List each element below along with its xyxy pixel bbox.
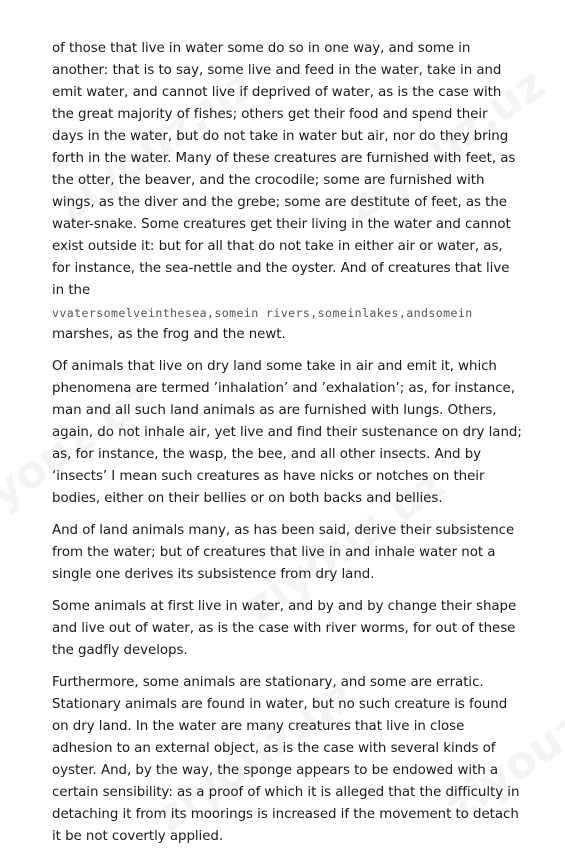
paragraph (52, 672, 522, 848)
paragraph-tail: marshes, as the frog and the newt. (52, 327, 286, 342)
paragraph-text: Of animals that live on dry land some take in air and emit it, which phenomena are termed ’inhalation’ and ’exhalation’; as, for instance, man and all such land animals as are furnished with lungs. Others, again, do not inhale air, yet live and find their sustenance on dry land; as, for instance, the wasp, the bee, and all other insects. And by ‘insects’ I mean such creatures as have nicks or notches on their bodies, either on their bellies or on both backs and bellies. (52, 359, 522, 506)
paragraph (52, 596, 522, 662)
ocr-garbled-line: vvatersomelveinthesea,somein rivers,someinlakes,andsomein (52, 306, 473, 320)
paragraph (52, 356, 522, 510)
paragraph (52, 38, 522, 346)
paragraph (52, 520, 522, 586)
paragraph-text: of those that live in water some do so in one way, and some in another: that is to say, some live and feed in the water, take in and emit water, and cannot live if deprived of water, as is the case with the great majority of fishes; others get their food and spend their days in the water, but do not take in water but air, nor do they bring forth in the water. Many of these creatures are furnished with feet, as the otter, the beaver, and the crocodile; some are furnished with wings, as the diver and the grebe; some are destitute of feet, as the water-snake. Some creatures get their living in the water and cannot exist outside it: but for all that do not take in either air or water, as, for instance, the sea-nettle and the oyster. And of creatures that live in the (52, 41, 516, 298)
document-body (52, 38, 522, 858)
paragraph-text: Furthermore, some animals are stationary, and some are erratic. Stationary animals are found in water, but no such creature is found on dry land. In the water are many creatures that live in close adhesion to an external object, as is the case with several kinds of oyster. And, by the way, the sponge appears to be endowed with a certain sensibility: as a proof of which it is alleged that the difficulty in detaching it from its moorings is increased if the movement to detach it be not covertly applied. (52, 675, 520, 844)
paragraph-text: And of land animals many, as has been said, derive their subsistence from the water; but of creatures that live in and inhale water not a single one derives its subsistence from dry land. (52, 523, 515, 582)
paragraph-text: Some animals at first live in water, and by and by change their shape and live out of water, as is the case with river worms, for out of these the gadfly develops. (52, 599, 517, 658)
